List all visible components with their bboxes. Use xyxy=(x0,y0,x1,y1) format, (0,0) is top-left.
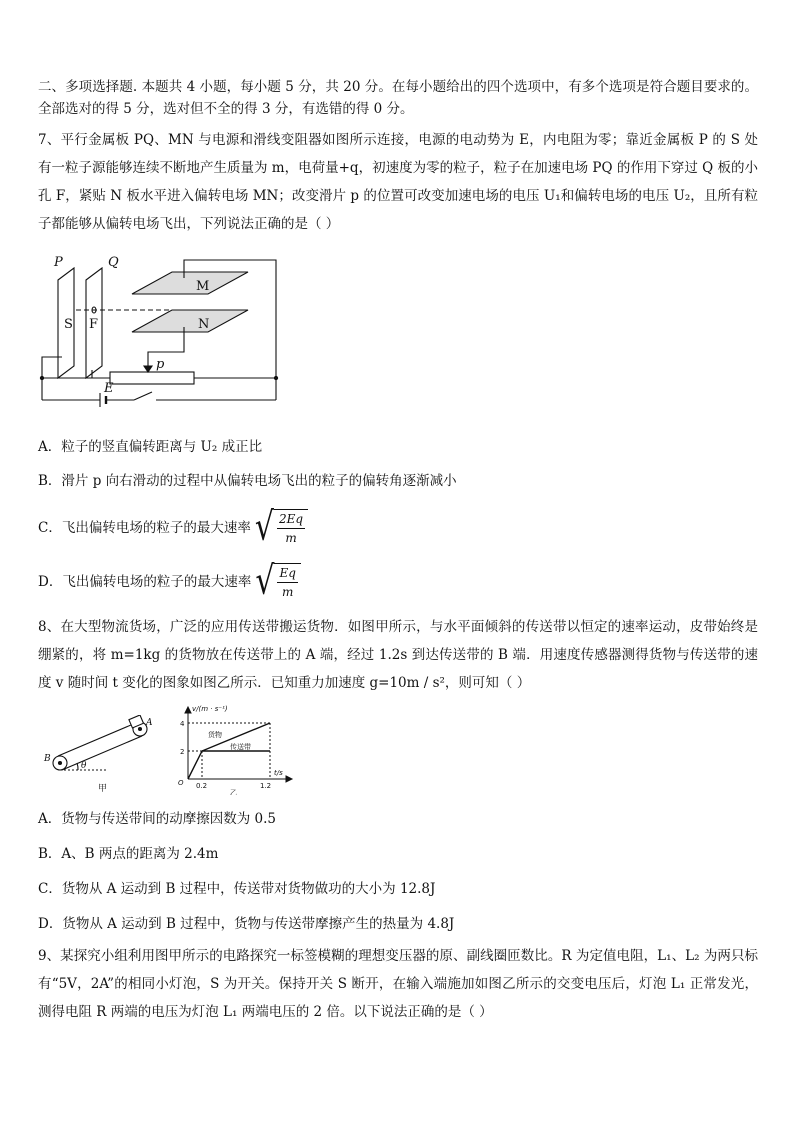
svg-text:O: O xyxy=(178,779,184,787)
q7-option-a: A．粒子的竖直偏转距离与 U₂ 成正比 xyxy=(38,439,263,455)
label-Q: Q xyxy=(108,255,119,270)
label-E: E xyxy=(104,381,114,396)
label-N: N xyxy=(198,317,210,332)
label-F: F xyxy=(89,317,99,332)
svg-text:传送带: 传送带 xyxy=(230,743,251,751)
q8-option-c: C．货物从 A 运动到 B 过程中，传送带对货物做功的大小为 12.8J xyxy=(38,881,436,897)
svg-text:θ: θ xyxy=(81,761,87,771)
svg-text:4: 4 xyxy=(180,720,185,728)
label-P: P xyxy=(54,255,63,270)
sqrt-Eq-over-m: √ $\frac{Eq}{m}$ xyxy=(255,563,301,601)
q8-option-a: A．货物与传送带间的动摩擦因数为 0.5 xyxy=(38,811,277,827)
svg-text:A: A xyxy=(146,718,153,728)
section-header: 二、多项选择题. 本题共 4 小题，每小题 5 分，共 20 分。在每小题给出的四个选项中，有多个选项是符合题目要求的。全部选对的得 5 分，选对但不全的得 3 分，有选错的得 0 分。 xyxy=(38,79,758,117)
q7-circuit-diagram xyxy=(38,252,298,427)
question-9-stem: 9、某探究小组利用图甲所示的电路探究一标签模糊的理想变压器的原、副线圈匝数比。R 为定值电阻，L₁、L₂ 为两只标有“5V，2A”的相同小灯泡，S 为开关。保持开关 S 断开，在输入端施加如图乙所示的交变电压后，灯泡 L₁ 正常发光，测得电阻 R 两端的电压为灯泡 L₁ 两端电压的 2 倍。以下说法正确的是（ ） xyxy=(38,948,758,1020)
q8-figures xyxy=(38,705,758,795)
svg-text:t/s: t/s xyxy=(274,769,283,777)
label-M: M xyxy=(196,279,210,294)
q8-option-d: D．货物从 A 运动到 B 过程中，货物与传送带摩擦产生的热量为 4.8J xyxy=(38,916,455,932)
svg-text:0.2: 0.2 xyxy=(196,782,208,790)
svg-text:v/(m · s⁻¹): v/(m · s⁻¹) xyxy=(192,705,228,713)
svg-text:货物: 货物 xyxy=(208,731,222,739)
label-S: S xyxy=(64,317,73,332)
label-p: p xyxy=(156,357,165,372)
svg-text:B: B xyxy=(44,754,51,764)
q7-option-c: C．飞出偏转电场的粒子的最大速率 √ $\frac{2Eq}{m}$ xyxy=(38,509,758,547)
q7-option-b: B．滑片 p 向右滑动的过程中从偏转电场飞出的粒子的偏转角逐渐减小 xyxy=(38,473,457,489)
question-7-stem: 7、平行金属板 PQ、MN 与电源和滑线变阻器如图所示连接，电源的电动势为 E，内电阻为零；靠近金属板 P 的 S 处有一粒子源能够连续不断地产生质量为 m，电荷量+q，初速度为零的粒子，粒子在加速电场 PQ 的作用下穿过 Q 板的小孔 F，紧贴 N 板水平进入偏转电场 MN；改变滑片 p 的位置可改变加速电场的电压 U₁和偏转电场的电压 U₂，且所有粒子都能够从偏转电场飞出，下列说法正确的是（ ） xyxy=(38,132,758,232)
sqrt-2Eq-over-m: √ $\frac{2Eq}{m}$ xyxy=(255,509,308,547)
q7-option-d: D．飞出偏转电场的粒子的最大速率 √ $\frac{Eq}{m}$ xyxy=(38,563,758,601)
svg-text:乙: 乙 xyxy=(230,789,237,795)
svg-text:2: 2 xyxy=(180,748,185,756)
q8-conveyor-figure xyxy=(38,715,158,795)
exam-page xyxy=(38,70,758,1026)
question-8-stem: 8、在大型物流货场，广泛的应用传送带搬运货物．如图甲所示，与水平面倾斜的传送带以恒定的速率运动，皮带始终是绷紧的，将 m=1kg 的货物放在传送带上的 A 端，经过 1.2s 到达传送带的 B 端．用速度传感器测得货物与传送带的速度 v 随时间 t 变化的图象如图乙所示．已知重力加速度 g=10m / s²，则可知（ ） xyxy=(38,619,758,691)
svg-text:1.2: 1.2 xyxy=(260,782,272,790)
q8-option-b: B．A、B 两点的距离为 2.4m xyxy=(38,846,219,862)
q8-velocity-time-graph xyxy=(174,705,294,795)
svg-text:甲: 甲 xyxy=(98,784,108,794)
